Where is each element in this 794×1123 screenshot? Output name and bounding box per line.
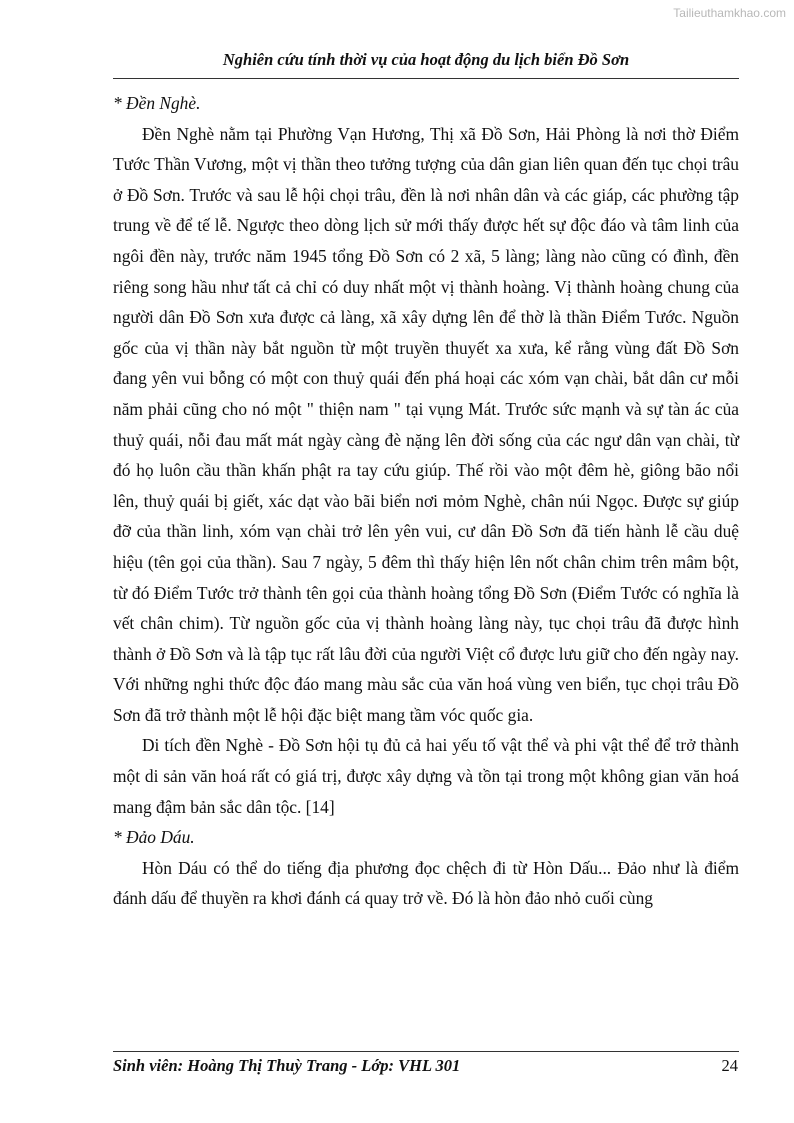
page-number: 24	[721, 1056, 738, 1075]
footer-author: Sinh viên: Hoàng Thị Thuỳ Trang - Lớp: VHL 301	[113, 1056, 461, 1075]
watermark: Tailieuthamkhao.com	[673, 6, 786, 20]
paragraph: Đền Nghè nằm tại Phường Vạn Hương, Thị xã Đồ Sơn, Hải Phòng là nơi thờ Điểm Tước Thần Vương, một vị thần theo tưởng tượng của dân gian liên quan đến tục chọi trâu ở Đồ Sơn. Trước và sau lễ hội chọi trâu, đền là nơi nhân dân và các giáp, các phường tập trung về để tế lễ. Ngược theo dòng lịch sử mới thấy được hết sự độc đáo và tâm linh của ngôi đền này, trước năm 1945 tổng Đồ Sơn có 2 xã, 5 làng; làng nào cũng có đình, đền riêng song hầu như tất cả chỉ có duy nhất một vị thành hoàng. Vị thành hoàng chung của người dân Đồ Sơn xưa được cả làng, xã xây dựng lên để thờ là thần Điểm Tước. Nguồn gốc của vị thần này bắt nguồn từ một truyền thuyết xa xưa, kể rằng vùng đất Đồ Sơn đang yên vui bỗng có một con thuỷ quái đến phá hoại các xóm vạn chài, bắt dân cư mỗi năm phải cũng cho nó một " thiện nam " tại vụng Mát. Trước sức mạnh và sự tàn ác của thuỷ quái, nỗi đau mất mát ngày càng đè nặng lên đời sống của các ngư dân vạn chài, từ đó họ luôn cầu thần khấn phật ra tay cứu giúp. Thế rồi vào một đêm hè, giông bão nổi lên, thuỷ quái bị giết, xác dạt vào bãi biển nơi mỏm Nghè, chân núi Ngọc. Được sự giúp đỡ của thần linh, xóm vạn chài trở lên yên vui, cư dân Đồ Sơn đã tiến hành lễ cầu duệ hiệu (tên gọi của thần). Sau 7 ngày, 5 đêm thì thấy hiện lên nốt chân chim trên mâm bột, từ đó Điểm Tước trở thành tên gọi của thành hoàng tổng Đồ Sơn (Điểm Tước có nghĩa là vết chân chim). Từ nguồn gốc của vị thành hoàng làng này, tục chọi trâu đã được hình thành ở Đồ Sơn và là tập tục rất lâu đời của người Việt cổ được lưu giữ cho đến ngày nay. Với những nghi thức độc đáo mang màu sắc của văn hoá vùng ven biển, tục chọi trâu Đồ Sơn đã trở thành một lễ hội đặc biệt mang tầm vóc quốc gia.	[113, 123, 739, 725]
header-divider	[113, 78, 739, 79]
paragraph: Hòn Dáu có thể do tiếng địa phương đọc chệch đi từ Hòn Dấu... Đảo như là điểm đánh dấu để thuyền ra khơi đánh cá quay trở về. Đó là hòn đảo nhỏ cuối cùng	[113, 857, 739, 909]
running-header-title: Nghiên cứu tính thời vụ của hoạt động du lịch biển Đồ Sơn	[222, 50, 630, 69]
section-heading-dao-dau: * Đảo Dáu.	[113, 827, 195, 848]
section-heading-den-nghe: * Đền Nghè.	[113, 93, 201, 113]
paragraph: Di tích đền Nghè - Đồ Sơn hội tụ đủ cả hai yếu tố vật thể và phi vật thể để trở thành một di sản văn hoá rất có giá trị, được xây dựng và tồn tại trong một không gian văn hoá mang đậm bản sắc dân tộc. [14]	[113, 735, 739, 817]
footer-divider	[113, 1051, 739, 1052]
page-body	[113, 88, 739, 914]
